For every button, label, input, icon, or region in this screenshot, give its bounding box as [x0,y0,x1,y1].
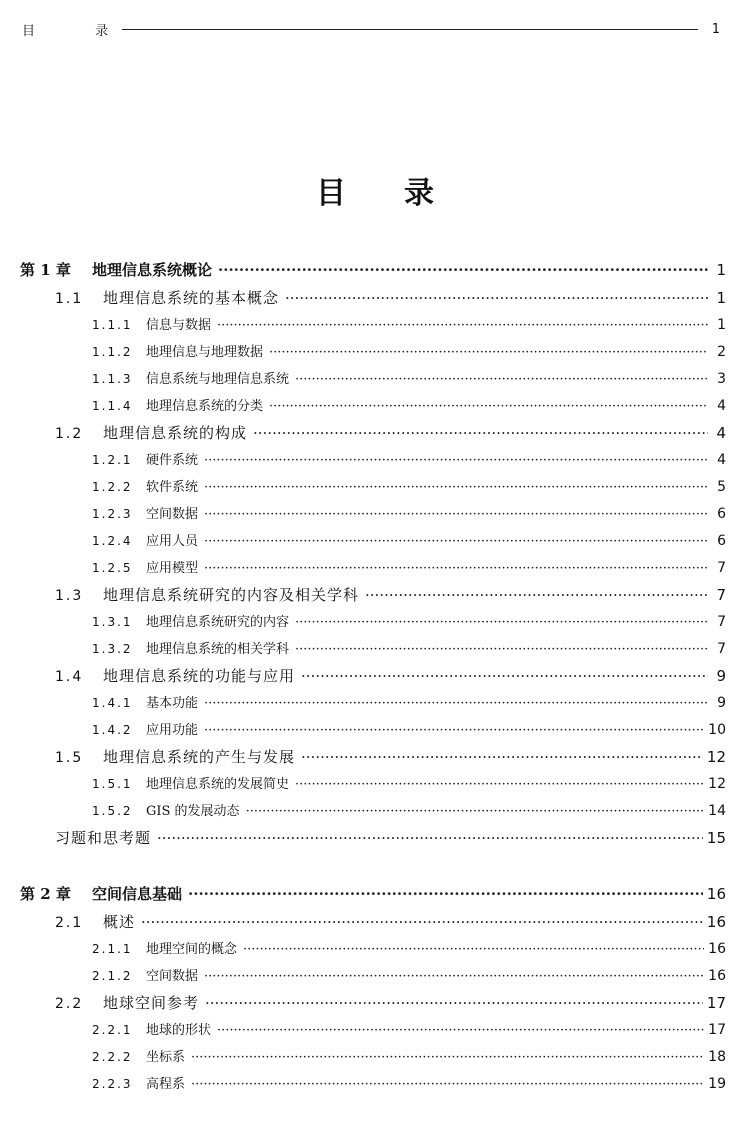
toc-subsection-1-2-5[interactable] [0,555,750,582]
subsection-title: 空间数据 [146,969,199,984]
subsection-number: 1.2.1 [92,453,133,467]
dot-leader [205,990,703,1017]
dot-leader [157,825,703,852]
section-title: 地球空间参考 [103,994,200,1012]
subsection-title: 地理信息系统的分类 [146,399,264,414]
toc-subsection-1-1-1[interactable] [0,312,750,339]
page-number: 1 [716,261,726,279]
dot-leader [246,798,705,825]
section-title: 地理信息系统的构成 [103,424,248,442]
toc-section-1-1[interactable] [0,285,750,312]
page-number: 4 [717,452,726,468]
dot-leader [295,771,704,798]
subsection-title: 地理信息系统研究的内容 [146,615,290,630]
dot-leader [204,474,708,501]
subsection-title: 信息与数据 [146,318,212,333]
toc-subsection-1-2-1[interactable] [0,447,750,474]
dot-leader [204,528,708,555]
subsection-number: 1.4.2 [92,723,133,737]
subsection-number: 1.2.2 [92,480,133,494]
dot-leader [269,339,708,366]
page-number: 16 [708,941,726,957]
page-number: 12 [706,748,726,766]
subsection-title: GIS 的发展动态 [146,804,240,819]
toc-section-1-4[interactable] [0,663,750,690]
toc-subsection-1-1-4[interactable] [0,393,750,420]
subsection-title: 高程系 [146,1077,186,1092]
dot-leader [204,690,708,717]
subsection-number: 1.1.1 [92,318,133,332]
section-number: 1.3 [55,588,84,604]
page-number: 18 [708,1049,726,1065]
section-title: 概述 [103,913,136,931]
toc-section-2-2[interactable] [0,990,750,1017]
dot-leader [204,963,704,990]
subsection-title: 坐标系 [146,1050,186,1065]
toc-subsection-2-2-3[interactable] [0,1071,750,1098]
page-number: 16 [706,913,726,931]
page-number: 7 [717,641,726,657]
dot-leader [217,312,708,339]
dot-leader [191,1044,704,1071]
running-header-title: 目 录 [22,23,137,39]
table-of-contents [0,256,750,1098]
dot-leader [295,366,708,393]
toc-subsection-2-2-2[interactable] [0,1044,750,1071]
subsection-number: 1.2.4 [92,534,133,548]
subsection-number: 2.2.1 [92,1023,133,1037]
dot-leader [217,1017,704,1044]
subsection-number: 2.1.1 [92,942,133,956]
subsection-number: 2.2.3 [92,1077,133,1091]
dot-leader [204,555,708,582]
toc-section-1-3[interactable] [0,582,750,609]
page-number: 4 [717,398,726,414]
page-title: 目录 [316,176,492,211]
section-number: 1.5 [55,750,84,766]
section-title: 地理信息系统研究的内容及相关学科 [103,586,360,604]
page-number: 1 [717,317,726,333]
page-number: 15 [706,829,726,847]
page-number: 5 [717,479,726,495]
dot-leader [243,936,704,963]
toc-chapter-1[interactable] [0,256,750,285]
toc-section-1-2[interactable] [0,420,750,447]
subsection-title: 地球的形状 [146,1023,212,1038]
page-number: 3 [717,371,726,387]
page-number: 7 [717,614,726,630]
dot-leader [301,744,703,771]
subsection-number: 1.3.1 [92,615,133,629]
page-number: 7 [716,586,726,604]
subsection-title: 地理信息系统的发展简史 [146,777,290,792]
running-header [22,18,720,40]
chapter-spacer [0,852,750,880]
toc-subsection-1-2-3[interactable] [0,501,750,528]
page-number: 9 [717,695,726,711]
subsection-title: 空间数据 [146,507,199,522]
section-title: 地理信息系统的基本概念 [103,289,280,307]
page-number: 12 [708,776,726,792]
section-number: 1.2 [55,426,84,442]
subsection-number: 2.2.2 [92,1050,133,1064]
toc-subsection-1-3-2[interactable] [0,636,750,663]
subsection-number: 1.1.2 [92,345,133,359]
page-number: 9 [716,667,726,685]
subsection-number: 1.5.1 [92,777,133,791]
subsection-title: 基本功能 [146,696,199,711]
dot-leader [204,447,708,474]
dot-leader [301,663,708,690]
toc-subsection-2-2-1[interactable] [0,1017,750,1044]
dot-leader [204,717,704,744]
toc-subsection-1-2-4[interactable] [0,528,750,555]
subsection-title: 地理空间的概念 [146,942,238,957]
page-number: 10 [708,722,726,738]
page-number: 6 [717,506,726,522]
page-number: 16 [706,885,726,903]
toc-subsection-1-5-1[interactable] [0,771,750,798]
toc-subsection-2-1-2[interactable] [0,963,750,990]
section-number: 2.2 [55,996,84,1012]
subsection-title: 应用人员 [146,534,199,549]
toc-section-1-5[interactable] [0,744,750,771]
dot-leader [269,393,708,420]
toc-section-2-1[interactable] [0,909,750,936]
subsection-title: 应用功能 [146,723,199,738]
section-title: 地理信息系统的产生与发展 [103,748,296,766]
dot-leader [285,285,708,312]
subsection-title: 应用模型 [146,561,199,576]
subsection-number: 2.1.2 [92,969,133,983]
page-number: 19 [708,1076,726,1092]
subsection-number: 1.1.4 [92,399,133,413]
page-number: 2 [717,344,726,360]
dot-leader [253,420,708,447]
section-number: 1.4 [55,669,84,685]
page-number: 7 [717,560,726,576]
dot-leader [141,909,703,936]
page-number: 16 [708,968,726,984]
subsection-title: 地理信息与地理数据 [146,345,264,360]
dot-leader [295,636,708,663]
subsection-number: 1.4.1 [92,696,133,710]
dot-leader [191,1071,704,1098]
chapter-number: 第 2 章 [20,885,71,903]
subsection-number: 1.2.3 [92,507,133,521]
dot-leader [204,501,708,528]
subsection-title: 硬件系统 [146,453,199,468]
section-number: 1.1 [55,291,84,307]
dot-leader [188,880,703,909]
dot-leader [365,582,708,609]
section-title: 地理信息系统的功能与应用 [103,667,296,685]
toc-subsection-1-3-1[interactable] [0,609,750,636]
toc-exercises-chapter-1[interactable] [0,825,750,852]
subsection-number: 1.5.2 [92,804,133,818]
page-number: 1 [716,289,726,307]
toc-subsection-1-5-2[interactable] [0,798,750,825]
toc-subsection-1-1-2[interactable] [0,339,750,366]
dot-leader [295,609,708,636]
toc-chapter-2[interactable] [0,880,750,909]
subsection-number: 1.3.2 [92,642,133,656]
toc-subsection-1-4-1[interactable] [0,690,750,717]
page-number: 6 [717,533,726,549]
chapter-title: 地理信息系统概论 [92,261,213,279]
dot-leader [218,256,708,285]
toc-subsection-1-2-2[interactable] [0,474,750,501]
toc-subsection-2-1-1[interactable] [0,936,750,963]
running-header-page-number: 1 [711,21,720,37]
toc-subsection-1-1-3[interactable] [0,366,750,393]
chapter-title: 空间信息基础 [92,885,183,903]
subsection-title: 软件系统 [146,480,199,495]
header-rule [122,29,698,30]
page-number: 4 [716,424,726,442]
chapter-number: 第 1 章 [20,261,71,279]
page-number: 17 [706,994,726,1012]
toc-subsection-1-4-2[interactable] [0,717,750,744]
page-number: 14 [708,803,726,819]
subsection-title: 信息系统与地理信息系统 [146,372,290,387]
section-number: 2.1 [55,915,84,931]
page-number: 17 [708,1022,726,1038]
subsection-title: 地理信息系统的相关学科 [146,642,290,657]
exercises-title: 习题和思考题 [55,829,152,847]
subsection-number: 1.1.3 [92,372,133,386]
subsection-number: 1.2.5 [92,561,133,575]
